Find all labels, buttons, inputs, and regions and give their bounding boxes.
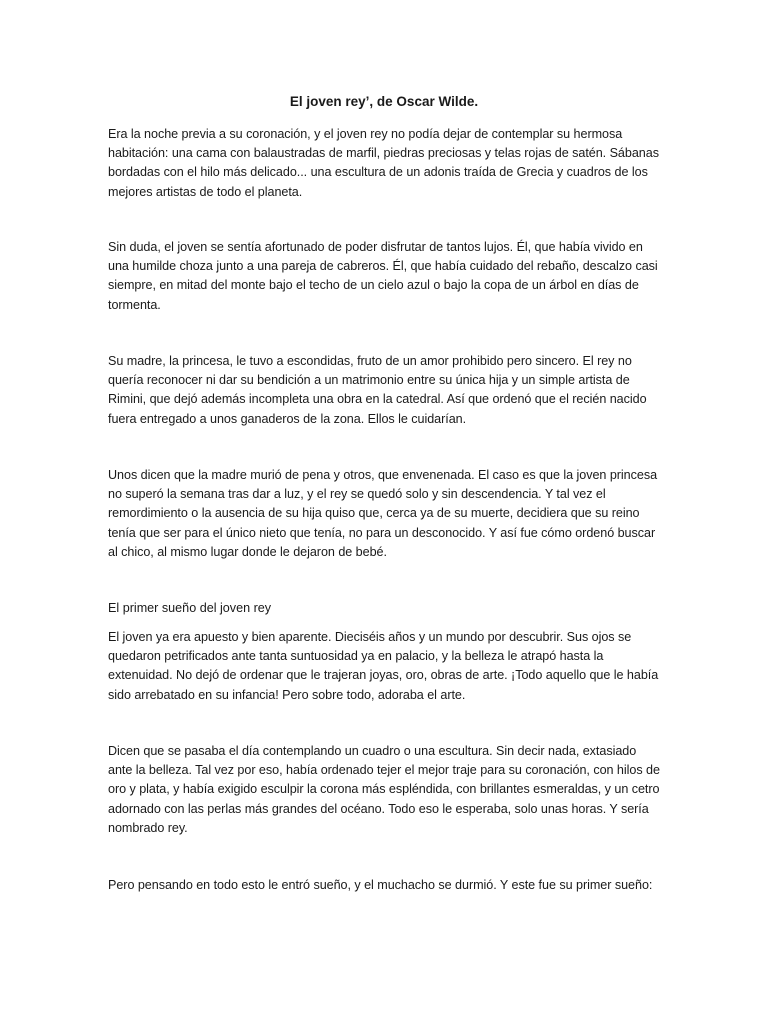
section-paragraph-1: El joven ya era apuesto y bien aparente. Dieciséis años y un mundo por descubrir. Sus ojos se quedaron petrificados ante tanta suntuosidad ya en palacio, y la belleza le atrapó hasta la extenuidad. No dejó de ordenar que le trajeran joyas, oro, obras de arte. ¡Todo aquello que le había sido arrebatado en su infancia! Pero sobre todo, adoraba el arte. bbox=[108, 630, 659, 702]
paragraph-2: Sin duda, el joven se sentía afortunado de poder disfrutar de tantos lujos. Él, que había vivido en una humilde choza junto a una pareja de cabreros. Él, que había cuidado del rebaño, descalzo casi siempre, en mitad del monte bajo el techo de un cielo azul o bajo la copa de un árbol en días de tormenta. bbox=[108, 240, 658, 312]
section-paragraph-3: Pero pensando en todo esto le entró sueño, y el muchacho se durmió. Y este fue su primer sueño: bbox=[108, 878, 653, 892]
paragraph-1: Era la noche previa a su coronación, y el joven rey no podía dejar de contemplar su hermosa habitación: una cama con balaustradas de marfil, piedras preciosas y telas rojas de satén. Sábanas bordadas con el hilo más delicado... una escultura de un adonis traída de Grecia y cuadros de los mejores artistas de todo el planeta. bbox=[108, 127, 659, 199]
document-title: El joven rey’, de Oscar Wilde. bbox=[289, 94, 479, 109]
paragraph-3: Su madre, la princesa, le tuvo a escondidas, fruto de un amor prohibido pero sincero. El rey no quería reconocer ni dar su bendición a un matrimonio entre su única hija y un simple artista de Rimini, que dejó además incompleta una obra en la catedral. Así que ordenó que el recién nacido fuera entregado a unos ganaderos de la zona. Ellos le cuidarían. bbox=[108, 354, 647, 426]
paragraph-4: Unos dicen que la madre murió de pena y otros, que envenenada. El caso es que la joven princesa no superó la semana tras dar a luz, y el rey se quedó solo y sin descendencia. Y tal vez el remordimiento o la ausencia de su hija quiso que, cerca ya de su muerte, decidiera que su reino tenía que ser para el único nieto que tenía, no para un desconocido. Y así fue cómo ordenó buscar al chico, al mismo lugar donde le dejaron de bebé. bbox=[108, 468, 658, 559]
section-heading: El primer sueño del joven rey bbox=[108, 601, 272, 615]
section-paragraph-2: Dicen que se pasaba el día contemplando un cuadro o una escultura. Sin decir nada, extasiado ante la belleza. Tal vez por eso, había ordenado tejer el mejor traje para su coronación, con hilos de oro y plata, y había exigido esculpir la corona más espléndida, con brillantes esmeraldas, y un cetro adornado con las perlas más grandes del océano. Todo eso le esperaba, solo unas horas. Y sería nombrado rey. bbox=[108, 744, 660, 835]
